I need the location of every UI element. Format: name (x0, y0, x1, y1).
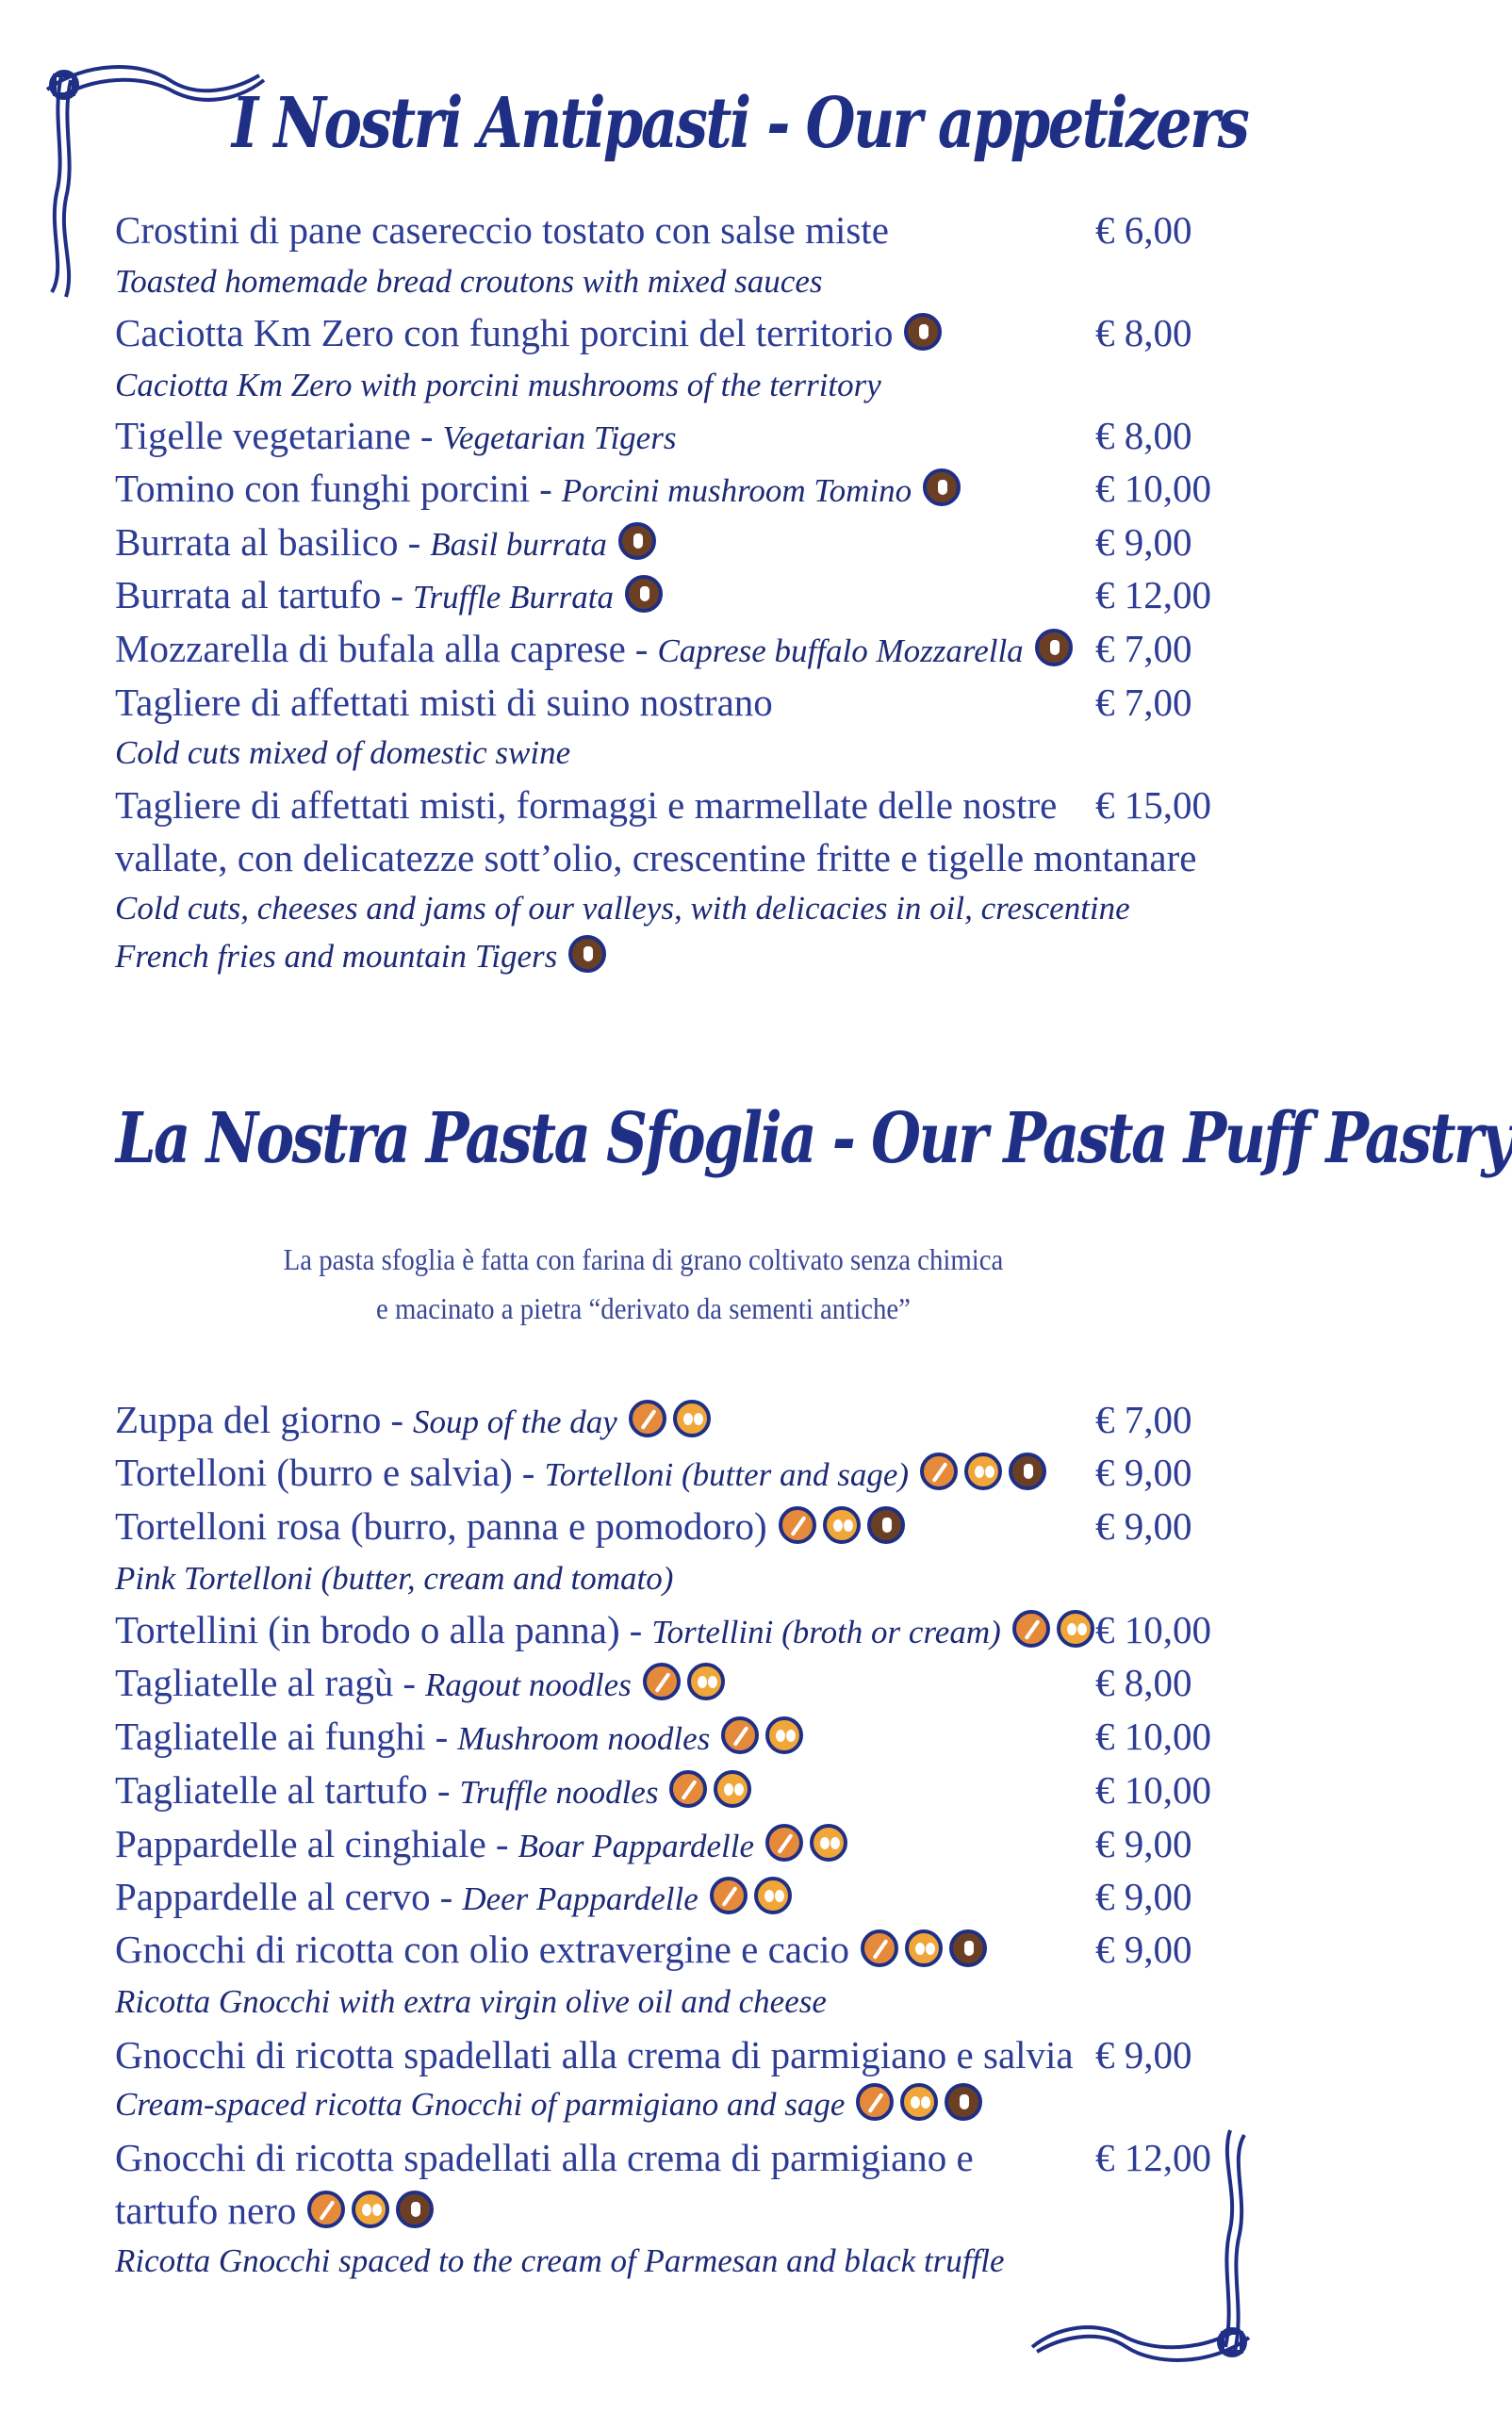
dish-name-english: Deer Pappardelle (462, 1880, 698, 1917)
dish-description-text: French fries and mountain Tigers (115, 938, 558, 975)
dish-description (115, 1553, 1199, 1604)
dish-price: € 8,00 (1095, 311, 1192, 354)
separator: - (629, 1608, 643, 1651)
dish-price: € 9,00 (1095, 1928, 1192, 1971)
dish-name-english: Ragout noodles (425, 1666, 632, 1703)
menu-item (115, 2029, 1199, 2080)
milk-icon (949, 1929, 987, 1967)
dish-name-english: Tortellini (broth or cream) (651, 1614, 1001, 1650)
dish-price: € 10,00 (1095, 1768, 1211, 1812)
wheat-icon (669, 1770, 707, 1808)
dish-price: € 9,00 (1095, 1875, 1192, 1918)
dish-name: Zuppa del giorno (115, 1398, 382, 1441)
dish-name-english: Vegetarian Tigers (442, 419, 677, 456)
section-title-pasta: La Nostra Pasta Sfoglia - Our Pasta Puff Pastry (115, 1098, 1512, 1179)
menu-item (115, 2185, 1199, 2236)
dish-name: vallate, con delicatezze sott’olio, crescentine fritte e tigelle montanare (115, 836, 1197, 879)
dish-description-text: Ricotta Gnocchi spaced to the cream of Parmesan and black truffle (115, 2242, 1005, 2279)
menu-item (115, 1501, 1199, 1551)
pasta-intro (0, 1235, 1287, 1333)
dish-price: € 10,00 (1095, 1715, 1211, 1758)
dish-price: € 9,00 (1095, 1504, 1192, 1548)
separator: - (521, 1451, 535, 1494)
dish-name-english: Mushroom noodles (457, 1720, 711, 1757)
separator: - (419, 414, 434, 457)
egg-icon (673, 1400, 711, 1437)
dish-name-english: Porcini mushroom Tomino (561, 472, 912, 509)
menu-item (115, 463, 1211, 517)
wheat-icon (721, 1716, 759, 1754)
wheat-icon (920, 1453, 958, 1490)
intro-line-1: La pasta sfoglia è fatta con farina di grano coltivato senza chimica (283, 1242, 1004, 1276)
dish-name: Tomino con funghi porcini (115, 467, 531, 510)
dish-price: € 8,00 (1095, 1661, 1192, 1704)
dish-description (115, 883, 1199, 934)
menu-item (115, 623, 1199, 677)
dish-description-text: Pink Tortelloni (butter, cream and tomato) (115, 1560, 674, 1597)
dish-description-text: Cream-spaced ricotta Gnocchi of parmigiano and sage (115, 2086, 846, 2123)
milk-icon (867, 1506, 905, 1544)
dish-price: € 8,00 (1095, 414, 1192, 457)
wheat-icon (779, 1506, 816, 1544)
dish-name: Mozzarella di bufala alla caprese (115, 627, 626, 670)
egg-icon (810, 1824, 847, 1862)
separator: - (435, 1715, 449, 1758)
menu-item (115, 780, 1211, 830)
dish-description (115, 2079, 1199, 2130)
egg-icon (765, 1716, 803, 1754)
egg-icon (905, 1929, 943, 1967)
separator: - (403, 1661, 417, 1704)
wheat-icon (307, 2191, 345, 2228)
dish-name-english: Boar Pappardelle (518, 1828, 755, 1864)
dish-name-english: Truffle Burrata (412, 579, 614, 616)
menu-item (115, 677, 1199, 728)
separator: - (436, 1768, 451, 1812)
dish-name: Gnocchi di ricotta con olio extravergine e cacio (115, 1928, 850, 1971)
dish-price: € 9,00 (1095, 1822, 1192, 1865)
intro-line-2: e macinato a pietra “derivato da sementi antiche” (376, 1291, 911, 1325)
wheat-icon (710, 1877, 748, 1914)
milk-icon (945, 2083, 982, 2121)
dish-description (115, 1977, 1199, 2027)
egg-icon (714, 1770, 751, 1808)
dish-name: Tortellini (in brodo o alla panna) (115, 1608, 620, 1651)
separator: - (495, 1822, 509, 1865)
separator: - (539, 467, 552, 510)
menu-item (115, 1765, 1211, 1818)
dish-price: € 15,00 (1095, 783, 1211, 827)
milk-icon (568, 935, 606, 973)
dish-name-english: Soup of the day (413, 1403, 617, 1440)
dish-name: Crostini di pane casereccio tostato con salse miste (115, 208, 889, 252)
menu-item (115, 410, 1199, 464)
dish-description (115, 2236, 1199, 2287)
separator: - (634, 627, 649, 670)
milk-icon (396, 2191, 434, 2228)
milk-icon (1035, 629, 1073, 666)
egg-icon (687, 1663, 725, 1700)
menu-item (115, 205, 1199, 255)
menu-item (115, 517, 1199, 570)
separator: - (407, 520, 421, 564)
dish-name: Tagliere di affettati misti di suino nostrano (115, 681, 773, 724)
menu-item (115, 307, 1199, 358)
dish-price: € 7,00 (1095, 1398, 1192, 1441)
milk-icon (1009, 1453, 1046, 1490)
wheat-icon (1012, 1610, 1050, 1648)
egg-icon (900, 2083, 938, 2121)
dish-description-text: Ricotta Gnocchi with extra virgin olive oil and cheese (115, 1983, 827, 2020)
dish-price: € 10,00 (1095, 1608, 1211, 1651)
section-title-appetizers: I Nostri Antipasti - Our appetizers (231, 83, 1248, 164)
dish-name: Tagliatelle al ragù (115, 1661, 394, 1704)
egg-icon (352, 2191, 389, 2228)
wheat-icon (861, 1929, 898, 1967)
dish-description-text: Toasted homemade bread croutons with mixed sauces (115, 263, 823, 300)
dish-description-text: Cold cuts mixed of domestic swine (115, 734, 571, 771)
separator: - (439, 1875, 453, 1918)
dish-price: € 12,00 (1095, 573, 1211, 616)
wheat-icon (765, 1824, 803, 1862)
dish-name: Tortelloni rosa (burro, panna e pomodoro) (115, 1504, 767, 1548)
dish-name: Tagliatelle ai funghi (115, 1715, 426, 1758)
menu-item (115, 1447, 1199, 1501)
dish-name: Pappardelle al cinghiale (115, 1822, 486, 1865)
menu-item (115, 832, 1199, 883)
dish-name: tartufo nero (115, 2189, 297, 2232)
milk-icon (618, 522, 656, 560)
menu-item (115, 1394, 1199, 1448)
dish-name-english: Basil burrata (430, 526, 607, 563)
menu-item (115, 569, 1211, 623)
dish-name: Burrata al tartufo (115, 573, 382, 616)
milk-icon (923, 468, 961, 506)
menu-item (115, 1604, 1211, 1658)
menu-item (115, 2132, 1211, 2183)
wheat-icon (643, 1663, 681, 1700)
dish-description-text: Caciotta Km Zero with porcini mushrooms of the territory (115, 367, 881, 403)
menu-item (115, 1871, 1199, 1925)
dish-name-english: Tortelloni (butter and sage) (544, 1456, 910, 1493)
dish-price: € 6,00 (1095, 208, 1192, 252)
egg-icon (823, 1506, 861, 1544)
dish-price: € 7,00 (1095, 681, 1192, 724)
dish-description (115, 931, 1199, 982)
dish-name: Burrata al basilico (115, 520, 399, 564)
dish-name-english: Caprese buffalo Mozzarella (657, 632, 1024, 669)
menu-item (115, 1818, 1199, 1872)
menu-item (115, 1924, 1199, 1975)
dish-price: € 9,00 (1095, 520, 1192, 564)
dish-name: Tagliere di affettati misti, formaggi e marmellate delle nostre (115, 783, 1058, 827)
egg-icon (754, 1877, 792, 1914)
dish-name: Pappardelle al cervo (115, 1875, 431, 1918)
egg-icon (1057, 1610, 1094, 1648)
dish-description (115, 256, 1199, 307)
dish-name: Tortelloni (burro e salvia) (115, 1451, 513, 1494)
dish-name: Caciotta Km Zero con funghi porcini del territorio (115, 311, 894, 354)
milk-icon (904, 313, 942, 351)
dish-description-text: Cold cuts, cheeses and jams of our valleys, with delicacies in oil, crescentine (115, 890, 1130, 927)
dish-name: Tigelle vegetariane (115, 414, 411, 457)
menu-item (115, 1657, 1199, 1711)
dish-description (115, 728, 1199, 779)
milk-icon (625, 575, 663, 613)
dish-price: € 7,00 (1095, 627, 1192, 670)
wheat-icon (856, 2083, 894, 2121)
dish-name: Gnocchi di ricotta spadellati alla crema di parmigiano e (115, 2136, 974, 2179)
dish-name: Tagliatelle al tartufo (115, 1768, 428, 1812)
dish-name: Gnocchi di ricotta spadellati alla crema di parmigiano e salvia (115, 2033, 1074, 2076)
dish-price: € 10,00 (1095, 467, 1211, 510)
egg-icon (964, 1453, 1002, 1490)
separator: - (390, 1398, 404, 1441)
dish-price: € 9,00 (1095, 2033, 1192, 2076)
dish-description (115, 360, 1199, 411)
dish-name-english: Truffle noodles (459, 1774, 659, 1811)
menu-item (115, 1711, 1211, 1765)
wheat-icon (629, 1400, 666, 1437)
separator: - (390, 573, 403, 616)
dish-price: € 12,00 (1095, 2136, 1211, 2179)
dish-price: € 9,00 (1095, 1451, 1192, 1494)
